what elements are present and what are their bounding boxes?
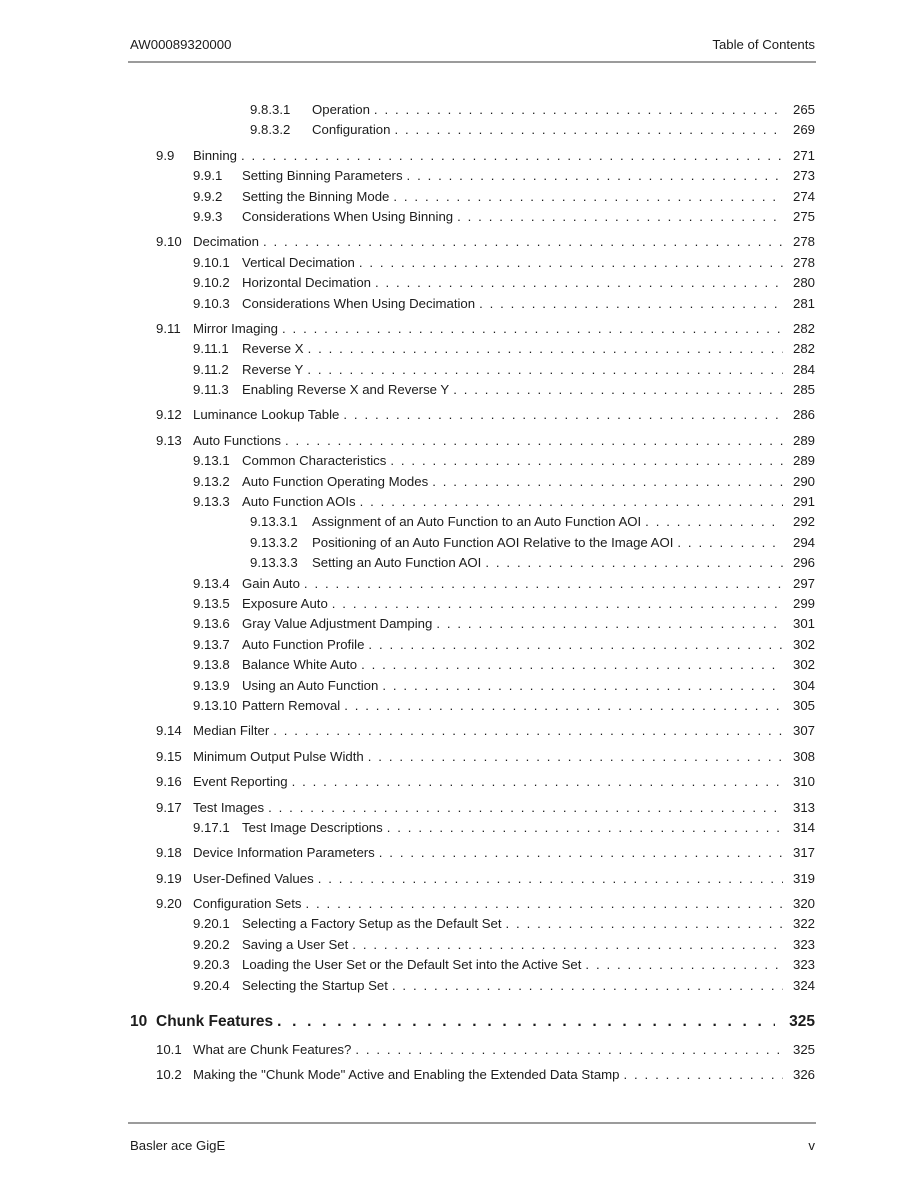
toc-entry-title: What are Chunk Features? xyxy=(193,1042,352,1058)
toc-entry-title: Gain Auto xyxy=(242,575,300,591)
dot-leader xyxy=(292,772,783,792)
toc-entry[interactable] xyxy=(193,273,815,293)
toc-entry-number: 9.8.3.2 xyxy=(250,122,291,138)
toc-entry[interactable] xyxy=(250,120,815,140)
dot-leader xyxy=(677,533,783,553)
toc-entry-title: Device Information Parameters xyxy=(193,845,375,861)
toc-entry-page: 320 xyxy=(792,896,815,912)
dot-leader xyxy=(432,472,783,492)
toc-entry-number: 9.9 xyxy=(156,147,175,163)
toc-entry-page: 282 xyxy=(792,320,815,336)
toc-entry-number: 9.13.10 xyxy=(193,697,237,713)
toc-entry-page: 325 xyxy=(789,1013,815,1031)
toc-entry-number: 10.1 xyxy=(156,1042,182,1058)
dot-leader xyxy=(355,1040,783,1060)
toc-entry-number: 9.11.1 xyxy=(193,341,229,357)
toc-entry[interactable] xyxy=(193,914,815,934)
dot-leader xyxy=(375,273,783,293)
toc-entry-page: 323 xyxy=(792,936,815,952)
header-rule xyxy=(128,61,816,63)
toc-entry[interactable] xyxy=(193,492,815,512)
toc-entry-page: 307 xyxy=(792,723,815,739)
toc-entry[interactable] xyxy=(193,976,815,996)
toc-entry-number: 9.13.7 xyxy=(193,636,230,652)
dot-leader xyxy=(352,935,783,955)
toc-entry[interactable] xyxy=(156,431,815,451)
toc-entry-title: Saving a User Set xyxy=(242,936,349,952)
dot-leader xyxy=(344,696,783,716)
dot-leader xyxy=(506,914,783,934)
toc-entry-page: 285 xyxy=(792,382,815,398)
toc-entry[interactable] xyxy=(156,869,815,889)
page-number: v xyxy=(808,1138,815,1153)
toc-entry-number: 9.13.4 xyxy=(193,575,230,591)
footer-rule xyxy=(128,1122,816,1124)
toc-entry-title: Setting an Auto Function AOI xyxy=(312,555,482,571)
table-of-contents xyxy=(130,100,815,1086)
dot-leader xyxy=(308,339,783,359)
toc-entry[interactable] xyxy=(193,339,815,359)
dot-leader xyxy=(273,721,783,741)
toc-entry-number: 9.13.3 xyxy=(193,494,230,510)
toc-entry-title: Gray Value Adjustment Damping xyxy=(242,616,433,632)
dot-leader xyxy=(318,869,783,889)
toc-entry-page: 304 xyxy=(792,677,815,693)
toc-entry-title: Loading the User Set or the Default Set into the Active Set xyxy=(242,957,582,973)
toc-entry[interactable] xyxy=(193,696,815,716)
toc-entry-title: Making the "Chunk Mode" Active and Enabling the Extended Data Stamp xyxy=(193,1067,620,1083)
toc-entry-number: 9.13.3.2 xyxy=(250,534,298,550)
toc-entry-title: Positioning of an Auto Function AOI Relative to the Image AOI xyxy=(312,534,674,550)
toc-entry[interactable] xyxy=(250,533,815,553)
dot-leader xyxy=(268,798,783,818)
toc-entry-number: 9.11 xyxy=(156,320,181,336)
toc-entry-page: 305 xyxy=(792,697,815,713)
toc-entry-title: Auto Functions xyxy=(193,432,281,448)
toc-entry-number: 9.19 xyxy=(156,870,182,886)
toc-entry[interactable] xyxy=(193,574,815,594)
toc-entry-number: 9.15 xyxy=(156,748,182,764)
toc-entry[interactable] xyxy=(156,798,815,818)
toc-entry-page: 275 xyxy=(792,208,815,224)
dot-leader xyxy=(263,232,783,252)
dot-leader xyxy=(361,655,783,675)
toc-entry[interactable] xyxy=(193,294,815,314)
dot-leader xyxy=(392,976,783,996)
toc-entry[interactable] xyxy=(156,747,815,767)
toc-entry-title: Horizontal Decimation xyxy=(242,275,371,291)
toc-entry-title: Minimum Output Pulse Width xyxy=(193,748,364,764)
toc-entry-page: 308 xyxy=(792,748,815,764)
toc-entry-number: 9.10.2 xyxy=(193,275,230,291)
toc-entry-page: 314 xyxy=(792,819,815,835)
toc-entry-number: 9.10.1 xyxy=(193,254,230,270)
toc-entry-title: Setting the Binning Mode xyxy=(242,188,390,204)
toc-entry[interactable] xyxy=(193,655,815,675)
toc-entry[interactable] xyxy=(156,232,815,252)
toc-entry-number: 9.13.8 xyxy=(193,657,230,673)
toc-entry[interactable] xyxy=(193,253,815,273)
toc-entry-number: 9.13.3.1 xyxy=(250,514,298,530)
toc-entry-number: 9.13.9 xyxy=(193,677,230,693)
toc-entry-number: 9.16 xyxy=(156,774,182,790)
toc-entry-title: Reverse Y xyxy=(242,361,304,377)
dot-leader xyxy=(359,253,783,273)
toc-entry[interactable] xyxy=(156,319,815,339)
toc-entry-page: 290 xyxy=(792,473,815,489)
toc-entry-page: 317 xyxy=(792,845,815,861)
dot-leader xyxy=(282,319,783,339)
dot-leader xyxy=(285,431,783,451)
dot-leader xyxy=(368,747,783,767)
toc-entry-page: 323 xyxy=(792,957,815,973)
toc-entry-title: Auto Function Operating Modes xyxy=(242,473,429,489)
toc-entry-page: 322 xyxy=(792,916,815,932)
toc-entry-title: Considerations When Using Decimation xyxy=(242,295,476,311)
dot-leader xyxy=(624,1065,784,1085)
toc-entry-number: 10 xyxy=(130,1013,148,1031)
toc-entry-number: 9.20.1 xyxy=(193,916,230,932)
toc-entry-number: 9.13.2 xyxy=(193,473,230,489)
toc-entry-number: 9.13.3.3 xyxy=(250,555,298,571)
toc-entry-page: 297 xyxy=(792,575,815,591)
toc-entry-page: 286 xyxy=(792,407,815,423)
toc-entry-title: Assignment of an Auto Function to an Auto Function AOI xyxy=(312,514,642,530)
dot-leader xyxy=(368,635,783,655)
toc-entry[interactable] xyxy=(250,553,815,573)
toc-entry[interactable] xyxy=(156,146,815,166)
toc-entry-number: 9.17.1 xyxy=(193,819,230,835)
toc-entry[interactable] xyxy=(130,1009,815,1035)
toc-entry-number: 9.10 xyxy=(156,234,182,250)
toc-entry-page: 294 xyxy=(792,534,815,550)
toc-entry-number: 9.13.1 xyxy=(193,453,230,469)
toc-entry-title: Decimation xyxy=(193,234,259,250)
dot-leader xyxy=(394,120,783,140)
toc-entry-page: 299 xyxy=(792,595,815,611)
toc-entry-page: 296 xyxy=(792,555,815,571)
dot-leader xyxy=(332,594,783,614)
dot-leader xyxy=(407,166,783,186)
toc-entry-number: 9.8.3.1 xyxy=(250,102,291,117)
dot-leader xyxy=(390,451,783,471)
toc-entry[interactable] xyxy=(193,187,815,207)
toc-entry-page: 278 xyxy=(792,254,815,270)
page-header xyxy=(130,37,815,53)
toc-entry-number: 9.10.3 xyxy=(193,295,230,311)
toc-entry-number: 9.13 xyxy=(156,432,182,448)
dot-leader xyxy=(360,492,783,512)
dot-leader xyxy=(393,187,783,207)
toc-entry-page: 281 xyxy=(792,295,815,311)
toc-entry-page: 284 xyxy=(792,361,815,377)
toc-entry-title: Common Characteristics xyxy=(242,453,387,469)
toc-entry-page: 310 xyxy=(792,774,815,790)
toc-entry-page: 265 xyxy=(792,102,815,117)
toc-entry-number: 9.13.6 xyxy=(193,616,230,632)
toc-entry-number: 9.11.3 xyxy=(193,382,229,398)
toc-entry-number: 9.11.2 xyxy=(193,361,229,377)
toc-entry-number: 9.20.4 xyxy=(193,977,230,993)
toc-entry[interactable] xyxy=(193,635,815,655)
toc-entry-page: 273 xyxy=(792,168,815,184)
toc-entry[interactable] xyxy=(156,405,815,425)
toc-entry[interactable] xyxy=(156,1065,815,1085)
document-number: AW00089320000 xyxy=(130,37,232,52)
toc-entry-number: 9.12 xyxy=(156,407,182,423)
toc-entry-title: Event Reporting xyxy=(193,774,288,790)
toc-entry-page: 325 xyxy=(792,1042,815,1058)
toc-entry-page: 274 xyxy=(792,188,815,204)
toc-entry-title: Vertical Decimation xyxy=(242,254,355,270)
toc-entry[interactable] xyxy=(193,676,815,696)
toc-entry-title: Mirror Imaging xyxy=(193,320,279,336)
toc-entry-page: 289 xyxy=(792,453,815,469)
toc-entry-page: 324 xyxy=(792,977,815,993)
toc-entry[interactable] xyxy=(193,935,815,955)
dot-leader xyxy=(479,294,783,314)
toc-entry-number: 10.2 xyxy=(156,1067,182,1083)
dot-leader xyxy=(343,405,783,425)
dot-leader xyxy=(307,360,783,380)
toc-entry-page: 292 xyxy=(792,514,815,530)
toc-entry-title: Operation xyxy=(312,102,370,117)
toc-entry-page: 282 xyxy=(792,341,815,357)
toc-entry[interactable] xyxy=(193,451,815,471)
toc-entry-page: 319 xyxy=(792,870,815,886)
dot-leader xyxy=(379,843,783,863)
toc-entry-title: Test Images xyxy=(193,799,265,815)
toc-entry-page: 278 xyxy=(792,234,815,250)
toc-entry[interactable] xyxy=(193,207,815,227)
toc-entry[interactable] xyxy=(193,594,815,614)
toc-entry[interactable] xyxy=(156,721,815,741)
toc-entry-title: Configuration xyxy=(312,122,391,138)
toc-entry-title: Setting Binning Parameters xyxy=(242,168,403,184)
toc-entry-title: Considerations When Using Binning xyxy=(242,208,454,224)
toc-entry-title: Enabling Reverse X and Reverse Y xyxy=(242,382,450,398)
toc-entry[interactable] xyxy=(193,166,815,186)
dot-leader xyxy=(306,894,784,914)
toc-entry[interactable] xyxy=(193,360,815,380)
toc-entry-number: 9.20.3 xyxy=(193,957,230,973)
dot-leader xyxy=(277,1009,775,1035)
toc-entry[interactable] xyxy=(193,955,815,975)
toc-entry-title: Selecting the Startup Set xyxy=(242,977,388,993)
toc-entry-title: Reverse X xyxy=(242,341,304,357)
toc-entry-title: Balance White Auto xyxy=(242,657,358,673)
toc-entry-title: Auto Function Profile xyxy=(242,636,365,652)
toc-entry-number: 9.9.1 xyxy=(193,168,223,184)
toc-entry-title: Configuration Sets xyxy=(193,896,302,912)
toc-entry[interactable] xyxy=(156,1040,815,1060)
toc-entry-page: 280 xyxy=(792,275,815,291)
toc-entry-number: 9.9.3 xyxy=(193,208,223,224)
toc-entry-page: 302 xyxy=(792,657,815,673)
toc-entry-number: 9.18 xyxy=(156,845,182,861)
toc-entry-page: 271 xyxy=(792,147,815,163)
toc-entry-title: Using an Auto Function xyxy=(242,677,379,693)
toc-entry-title: Auto Function AOIs xyxy=(242,494,356,510)
toc-entry[interactable] xyxy=(193,472,815,492)
dot-leader xyxy=(485,553,783,573)
toc-entry[interactable] xyxy=(156,894,815,914)
toc-entry[interactable] xyxy=(193,380,815,400)
footer-document-title: Basler ace GigE xyxy=(130,1138,226,1153)
dot-leader xyxy=(387,818,783,838)
dot-leader xyxy=(645,512,783,532)
dot-leader xyxy=(374,100,783,120)
toc-entry-page: 269 xyxy=(792,122,815,138)
toc-entry-page: 301 xyxy=(792,616,815,632)
toc-entry-number: 9.20.2 xyxy=(193,936,230,952)
toc-entry[interactable] xyxy=(156,843,815,863)
toc-entry-number: 9.9.2 xyxy=(193,188,223,204)
dot-leader xyxy=(304,574,783,594)
toc-entry-page: 313 xyxy=(792,799,815,815)
toc-entry[interactable] xyxy=(156,772,815,792)
dot-leader xyxy=(453,380,783,400)
toc-entry[interactable] xyxy=(250,100,815,120)
toc-entry-title: Luminance Lookup Table xyxy=(193,407,340,423)
toc-entry[interactable] xyxy=(193,818,815,838)
toc-entry-page: 291 xyxy=(792,494,815,510)
toc-entry[interactable] xyxy=(250,512,815,532)
toc-entry[interactable] xyxy=(193,614,815,634)
toc-entry-title: Binning xyxy=(193,147,237,163)
page-footer xyxy=(130,1138,815,1154)
toc-entry-number: 9.14 xyxy=(156,723,182,739)
toc-entry-number: 9.17 xyxy=(156,799,182,815)
toc-entry-title: Test Image Descriptions xyxy=(242,819,383,835)
toc-entry-page: 289 xyxy=(792,432,815,448)
toc-entry-title: Pattern Removal xyxy=(242,697,341,713)
toc-entry-title: User-Defined Values xyxy=(193,870,314,886)
toc-entry-title: Median Filter xyxy=(193,723,270,739)
toc-entry-title: Exposure Auto xyxy=(242,595,328,611)
toc-entry-number: 9.13.5 xyxy=(193,595,230,611)
dot-leader xyxy=(382,676,783,696)
header-section-title: Table of Contents xyxy=(712,37,815,52)
toc-entry-title: Selecting a Factory Setup as the Default Set xyxy=(242,916,502,932)
dot-leader xyxy=(457,207,783,227)
toc-entry-title: Chunk Features xyxy=(156,1013,274,1031)
toc-entry-page: 302 xyxy=(792,636,815,652)
dot-leader xyxy=(436,614,783,634)
toc-entry-page: 326 xyxy=(792,1067,815,1083)
dot-leader xyxy=(241,146,783,166)
dot-leader xyxy=(585,955,783,975)
toc-entry-number: 9.20 xyxy=(156,896,182,912)
